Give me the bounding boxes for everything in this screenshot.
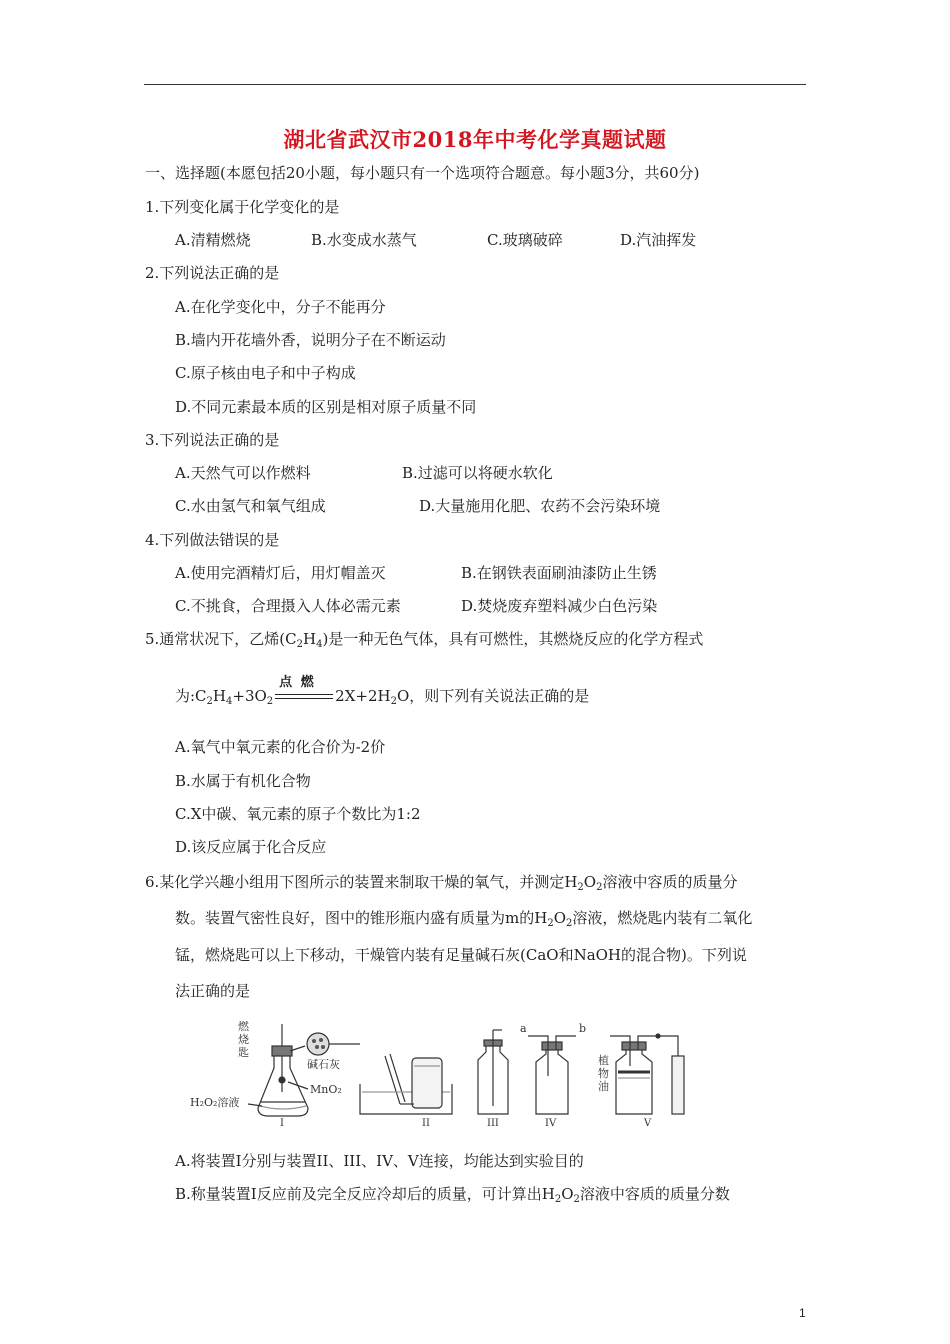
question-3-stem: 3.下列说法正确的是 (145, 431, 280, 449)
svg-text:I: I (280, 1118, 284, 1128)
apparatus-1 (190, 1019, 360, 1128)
apparatus-5 (598, 1034, 684, 1128)
svg-text:物: 物 (598, 1067, 609, 1080)
q3-option-b: B.过滤可以将硬水软化 (402, 464, 553, 482)
q6-option-a: A.将装置I分别与装置II、III、IV、V连接，均能达到实验目的 (175, 1152, 584, 1170)
page-number: 1 (799, 1306, 806, 1320)
q5-option-c: C.X中碳、氧元素的原子个数比为1:2 (175, 805, 421, 823)
svg-text:H₂O₂溶液: H₂O₂溶液 (190, 1096, 240, 1109)
question-6-stem-line3: 锰，燃烧匙可以上下移动，干燥管内装有足量碱石灰(CaO和NaOH的混合物)。下列说 (175, 946, 747, 964)
q4-option-c: C.不挑食，合理摄入人体必需元素 (175, 597, 401, 615)
q3-option-c: C.水由氢气和氧气组成 (175, 497, 326, 515)
svg-text:a: a (520, 1022, 527, 1035)
question-6-stem-line1: 6.某化学兴趣小组用下图所示的装置来制取干燥的氧气，并测定$H_2O_2$溶液中容质的质量分 (145, 873, 738, 893)
question-1-stem: 1.下列变化属于化学变化的是 (145, 198, 340, 216)
svg-text:碱石灰: 碱石灰 (307, 1058, 340, 1071)
q5-equation: 为$:C_2H_4+3O_2$ 点 燃 $2X+2H_2O$，则下列有关说法正确的是 (175, 675, 590, 707)
apparatus-4 (520, 1022, 586, 1128)
svg-text:IV: IV (545, 1118, 557, 1128)
svg-text:植: 植 (598, 1054, 609, 1067)
q2-option-d: D.不同元素最本质的区别是相对原子质量不同 (175, 398, 477, 416)
apparatus-figure (190, 1016, 700, 1128)
q5-option-d: D.该反应属于化合反应 (175, 838, 327, 856)
question-5-stem: 5.通常状况下，乙烯$(C_2H_4)$是一种无色气体，具有可燃性，其燃烧反应的化学方程式 (145, 630, 704, 650)
q3-option-a: A.天然气可以作燃料 (175, 464, 311, 482)
question-2-stem: 2.下列说法正确的是 (145, 264, 280, 282)
header-rule (144, 84, 806, 85)
reaction-arrow: 点 燃 (273, 686, 335, 706)
q6-option-b: B.称量装置I反应前及完全反应冷却后的质量，可计算出$H_2O_2$溶液中容质的质量分数 (175, 1185, 730, 1205)
svg-text:燃: 燃 (238, 1020, 249, 1033)
svg-text:III: III (487, 1118, 499, 1128)
apparatus-2 (360, 1054, 452, 1128)
apparatus-3 (478, 1030, 508, 1128)
svg-text:b: b (579, 1022, 587, 1035)
svg-text:MnO₂: MnO₂ (310, 1083, 342, 1096)
q4-option-b: B.在钢铁表面刷油漆防止生锈 (461, 564, 657, 582)
svg-text:匙: 匙 (238, 1046, 249, 1059)
svg-text:V: V (644, 1118, 652, 1128)
question-4-stem: 4.下列做法错误的是 (145, 531, 280, 549)
q1-option-a: A.清精燃烧 (175, 231, 251, 249)
q1-option-b: B.水变成水蒸气 (311, 231, 417, 249)
q2-option-a: A.在化学变化中，分子不能再分 (175, 298, 386, 316)
svg-text:II: II (422, 1118, 430, 1128)
q2-option-b: B.墙内开花墙外香，说明分子在不断运动 (175, 331, 446, 349)
q3-option-d: D.大量施用化肥、农药不会污染环境 (419, 497, 661, 515)
q1-option-d: D.汽油挥发 (620, 231, 697, 249)
question-6-stem-line2: 数。装置气密性良好，图中的锥形瓶内盛有质量为m的$H_2O_2$溶液，燃烧匙内装有二氧化 (175, 909, 753, 929)
q2-option-c: C.原子核由电子和中子构成 (175, 364, 356, 382)
q4-option-a: A.使用完酒精灯后，用灯帽盖灭 (175, 564, 386, 582)
q5-option-b: B.水属于有机化合物 (175, 772, 311, 790)
question-6-stem-line4: 法正确的是 (175, 982, 251, 1000)
q4-option-d: D.焚烧废弃塑料减少白色污染 (461, 597, 658, 615)
svg-text:油: 油 (598, 1080, 609, 1093)
svg-text:烧: 烧 (238, 1033, 249, 1046)
page-title: 湖北省武汉市2018年中考化学真题试题 (283, 127, 667, 152)
q5-option-a: A.氧气中氧元素的化合价为-2价 (175, 738, 386, 756)
section-heading: 一、选择题(本愿包括20小题，每小题只有一个选项符合题意。每小题3分，共60分) (145, 164, 700, 182)
q1-option-c: C.玻璃破碎 (487, 231, 563, 249)
